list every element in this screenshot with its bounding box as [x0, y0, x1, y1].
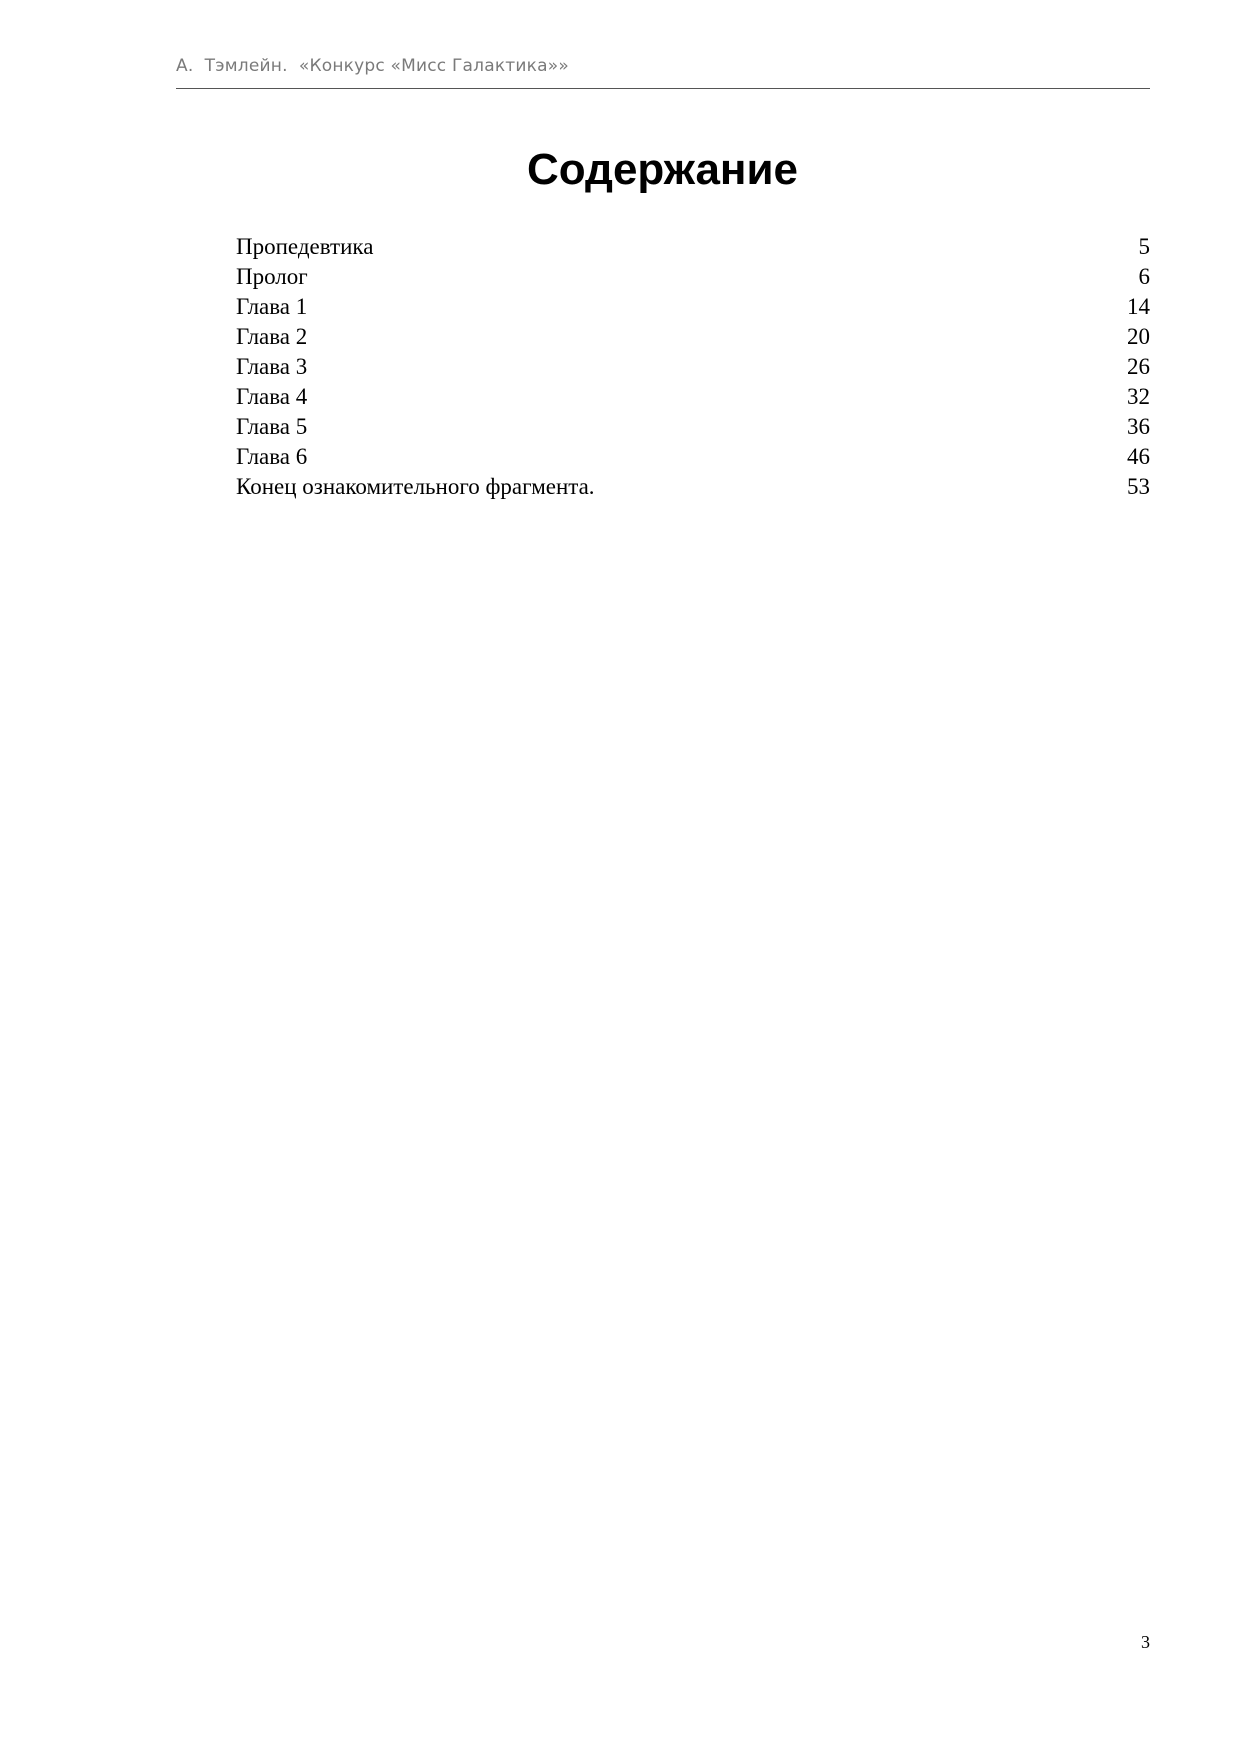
- toc-entry[interactable]: [236, 382, 1150, 412]
- toc-entry[interactable]: [236, 352, 1150, 382]
- toc-entry-page: 46: [1127, 444, 1150, 469]
- toc-entry-label: Глава 3: [236, 354, 308, 379]
- toc-entry[interactable]: [236, 322, 1150, 352]
- toc-entry[interactable]: [236, 412, 1150, 442]
- toc-entry[interactable]: [236, 442, 1150, 472]
- header-divider: [176, 88, 1150, 89]
- running-header: А. Тэмлейн. «Конкурс «Мисс Галактика»»: [176, 56, 569, 76]
- toc-entry-label: Глава 2: [236, 324, 308, 349]
- toc-entry-label: Глава 5: [236, 414, 308, 439]
- toc-entry[interactable]: [236, 232, 1150, 262]
- toc-entry-page: 5: [1138, 234, 1150, 259]
- toc-entry-label: Глава 1: [236, 294, 308, 319]
- toc-entry-page: 14: [1127, 294, 1150, 319]
- toc-entry-page: 6: [1138, 264, 1150, 289]
- toc-entry-label: Конец ознакомительного фрагмента.: [236, 474, 595, 499]
- toc-entry-label: Пропедевтика: [236, 234, 374, 259]
- toc-entry-page: 26: [1127, 354, 1150, 379]
- toc-title: Содержание: [526, 145, 799, 194]
- toc-entry-label: Глава 6: [236, 444, 308, 469]
- toc-entry-page: 20: [1127, 324, 1150, 349]
- toc-entry[interactable]: [236, 262, 1150, 292]
- toc-entry-page: 53: [1127, 474, 1150, 499]
- table-of-contents: [236, 232, 1150, 502]
- toc-entry-page: 32: [1127, 384, 1150, 409]
- toc-entry-page: 36: [1127, 414, 1150, 439]
- toc-entry-label: Глава 4: [236, 384, 308, 409]
- toc-entry[interactable]: [236, 472, 1150, 502]
- toc-entry[interactable]: [236, 292, 1150, 322]
- page-number: 3: [1141, 1632, 1150, 1652]
- toc-entry-label: Пролог: [236, 264, 308, 289]
